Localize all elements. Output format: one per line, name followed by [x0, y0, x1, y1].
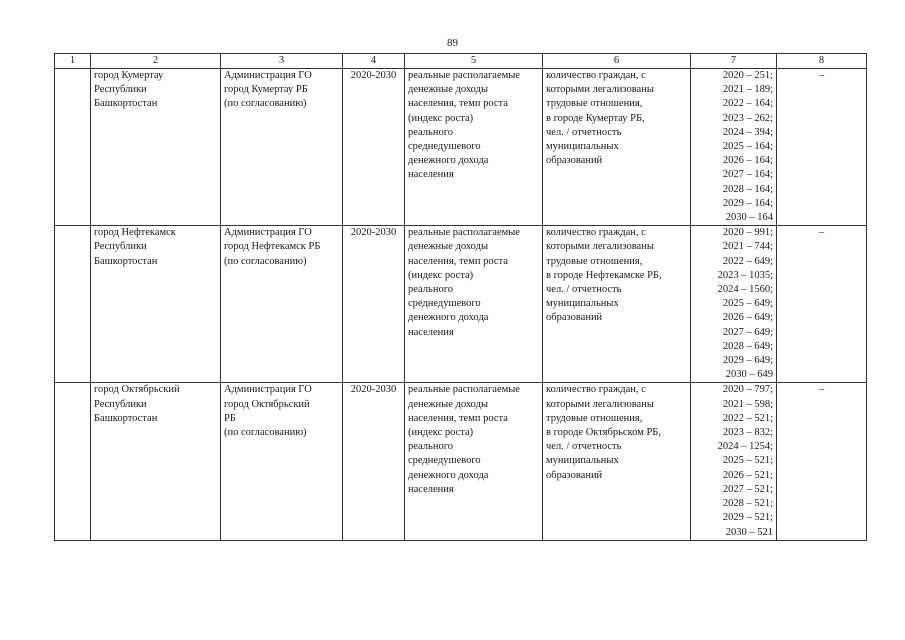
value-line: 2030 – 649: [725, 369, 773, 381]
period-cell: 2020-2030: [343, 383, 405, 540]
cell-line: населения, темп роста: [408, 98, 508, 110]
value-line: 2030 – 164: [725, 212, 773, 224]
cell-line: которыми легализованы: [546, 241, 654, 253]
table-row: [55, 383, 867, 540]
cell-line: (индекс роста): [408, 427, 474, 439]
cell-line: трудовые отношения,: [546, 98, 643, 110]
cell-line: денежные доходы: [408, 84, 489, 96]
value-line: 2025 – 521;: [722, 455, 773, 467]
cell-line: город Нефтекамск: [94, 227, 176, 239]
note-cell: –: [777, 383, 867, 540]
responsible-cell: [221, 383, 343, 540]
measure-cell: [543, 383, 691, 540]
value-line: 2025 – 164;: [722, 141, 773, 153]
cell-line: реальные располагаемые: [408, 227, 520, 239]
cell-line: Башкортостан: [94, 98, 158, 110]
value-line: 2022 – 649;: [722, 255, 773, 267]
cell-line: (индекс роста): [408, 269, 474, 281]
page-number: 89: [447, 37, 458, 49]
cell-line: РБ: [224, 412, 236, 424]
cell-line: населения, темп роста: [408, 255, 508, 267]
cell-line: денежные доходы: [408, 241, 489, 253]
cell-line: в городе Октябрьском РБ,: [546, 427, 661, 439]
cell-line: в городе Нефтекамске РБ,: [546, 269, 662, 281]
value-line: 2027 – 649;: [722, 326, 773, 338]
value-line: 2021 – 744;: [722, 241, 773, 253]
value-line: 2029 – 521;: [722, 512, 773, 524]
municipality-cell: [91, 226, 221, 383]
cell-line: Администрация ГО: [224, 227, 312, 239]
cell-line: реального: [408, 284, 453, 296]
values-cell: [691, 383, 777, 540]
cell-line: образований: [546, 312, 603, 324]
value-line: 2026 – 649;: [722, 312, 773, 324]
value-line: 2028 – 164;: [722, 183, 773, 195]
column-header: 3: [221, 54, 343, 69]
row-number-cell: [55, 69, 91, 226]
measure-cell: [543, 226, 691, 383]
cell-line: (по согласованию): [224, 255, 307, 267]
column-header: 1: [55, 54, 91, 69]
value-line: 2026 – 521;: [722, 469, 773, 481]
indicator-cell: [405, 383, 543, 540]
value-line: 2023 – 1035;: [717, 269, 773, 281]
value-line: 2023 – 262;: [722, 112, 773, 124]
cell-line: Республики: [94, 84, 147, 96]
cell-line: город Октябрьский: [94, 384, 180, 396]
cell-line: в городе Кумертау РБ,: [546, 112, 645, 124]
value-line: 2029 – 164;: [722, 197, 773, 209]
cell-line: муниципальных: [546, 455, 619, 467]
value-line: 2022 – 521;: [722, 412, 773, 424]
indicator-cell: [405, 226, 543, 383]
value-line: 2026 – 164;: [722, 155, 773, 167]
cell-line: муниципальных: [546, 298, 619, 310]
column-header: 6: [543, 54, 691, 69]
cell-line: (по согласованию): [224, 98, 307, 110]
cell-line: Башкортостан: [94, 255, 158, 267]
period-cell: 2020-2030: [343, 69, 405, 226]
cell-line: чел. / отчетность: [546, 126, 622, 138]
indicator-cell: [405, 69, 543, 226]
cell-line: Администрация ГО: [224, 384, 312, 396]
municipality-cell: [91, 383, 221, 540]
cell-line: среднедушевого: [408, 455, 481, 467]
value-line: 2020 – 797;: [722, 384, 773, 396]
cell-line: чел. / отчетность: [546, 284, 622, 296]
values-cell: [691, 226, 777, 383]
cell-line: количество граждан, с: [546, 384, 646, 396]
note-cell: –: [777, 226, 867, 383]
cell-line: Республики: [94, 241, 147, 253]
responsible-cell: [221, 226, 343, 383]
cell-line: чел. / отчетность: [546, 441, 622, 453]
cell-line: денежного дохода: [408, 469, 489, 481]
period-cell: 2020-2030: [343, 226, 405, 383]
header-row: [55, 54, 867, 69]
value-line: 2024 – 1254;: [717, 441, 773, 453]
cell-line: Администрация ГО: [224, 70, 312, 81]
cell-line: (по согласованию): [224, 427, 307, 439]
cell-line: населения: [408, 326, 454, 338]
cell-line: трудовые отношения,: [546, 412, 643, 424]
table-row: [55, 69, 867, 226]
cell-line: (индекс роста): [408, 112, 474, 124]
value-line: 2022 – 164;: [722, 98, 773, 110]
cell-line: город Октябрьский: [224, 398, 310, 410]
column-header: 5: [405, 54, 543, 69]
column-header: 4: [343, 54, 405, 69]
value-line: 2024 – 1560;: [717, 284, 773, 296]
cell-line: муниципальных: [546, 141, 619, 153]
cell-line: реальные располагаемые: [408, 70, 520, 81]
cell-line: которыми легализованы: [546, 398, 654, 410]
cell-line: трудовые отношения,: [546, 255, 643, 267]
cell-line: образований: [546, 469, 603, 481]
row-number-cell: [55, 383, 91, 540]
value-line: 2024 – 394;: [722, 126, 773, 138]
cell-line: среднедушевого: [408, 298, 481, 310]
cell-line: денежные доходы: [408, 398, 489, 410]
row-number-cell: [55, 226, 91, 383]
value-line: 2030 – 521: [725, 526, 773, 538]
cell-line: населения, темп роста: [408, 412, 508, 424]
cell-line: населения: [408, 169, 454, 181]
cell-line: количество граждан, с: [546, 70, 646, 81]
responsible-cell: [221, 69, 343, 226]
value-line: 2021 – 598;: [722, 398, 773, 410]
note-cell: –: [777, 69, 867, 226]
cell-line: реального: [408, 441, 453, 453]
value-line: 2023 – 832;: [722, 427, 773, 439]
cell-line: количество граждан, с: [546, 227, 646, 239]
cell-line: город Кумертау РБ: [224, 84, 308, 96]
value-line: 2029 – 649;: [722, 355, 773, 367]
value-line: 2028 – 649;: [722, 340, 773, 352]
value-line: 2028 – 521;: [722, 498, 773, 510]
value-line: 2027 – 164;: [722, 169, 773, 181]
cell-line: населения: [408, 483, 454, 495]
values-cell: [691, 69, 777, 226]
cell-line: денежного дохода: [408, 312, 489, 324]
data-table: [54, 53, 867, 541]
table-row: [55, 226, 867, 383]
column-header: 2: [91, 54, 221, 69]
cell-line: денежного дохода: [408, 155, 489, 167]
cell-line: Башкортостан: [94, 412, 158, 424]
value-line: 2020 – 991;: [722, 227, 773, 239]
cell-line: реального: [408, 126, 453, 138]
cell-line: город Нефтекамск РБ: [224, 241, 321, 253]
column-header: 8: [777, 54, 867, 69]
measure-cell: [543, 69, 691, 226]
cell-line: реальные располагаемые: [408, 384, 520, 396]
value-line: 2027 – 521;: [722, 483, 773, 495]
value-line: 2025 – 649;: [722, 298, 773, 310]
cell-line: образований: [546, 155, 603, 167]
cell-line: среднедушевого: [408, 141, 481, 153]
municipality-cell: [91, 69, 221, 226]
value-line: 2021 – 189;: [722, 84, 773, 96]
column-header: 7: [691, 54, 777, 69]
cell-line: которыми легализованы: [546, 84, 654, 96]
cell-line: Республики: [94, 398, 147, 410]
cell-line: город Кумертау: [94, 70, 164, 81]
value-line: 2020 – 251;: [722, 70, 773, 81]
